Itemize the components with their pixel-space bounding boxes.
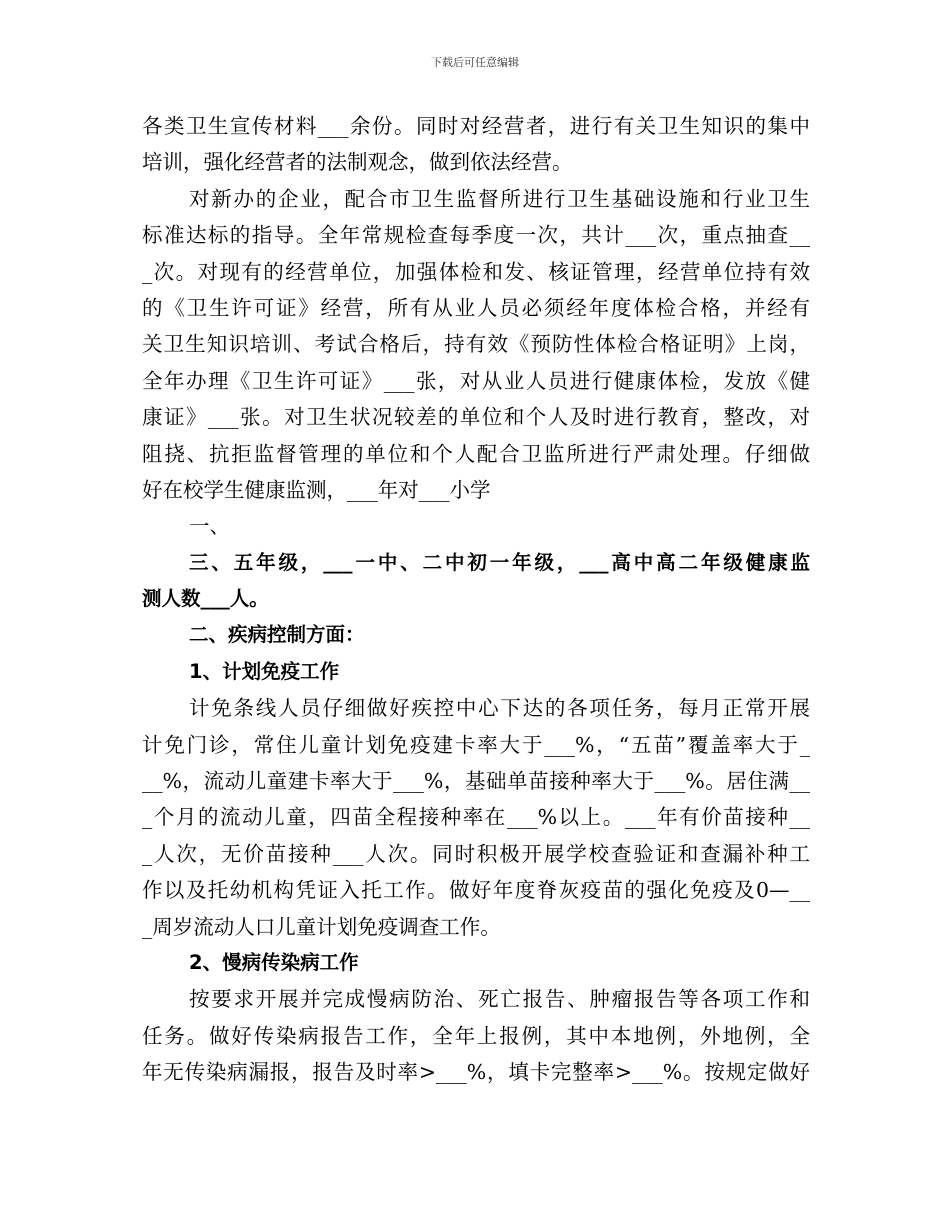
section-heading: 二、疾病控制方面： [189,623,365,647]
paragraph-line: 阻挠、抗拒监督管理的单位和个人配合卫监所进行严肃处理。仔细做 [142,441,810,466]
paragraph-line: __%，流动儿童建卡率大于___%，基础单苗接种率大于___%。居住满__ [142,769,810,794]
paragraph-line: _次。对现有的经营单位，加强体检和发、核证管理，经营单位持有效 [142,259,810,284]
paragraph-line: _个月的流动儿童，四苗全程接种率在___%以上。___年有价苗接种__ [142,805,810,830]
paragraph-line: 一、 [189,514,230,539]
paragraph-line: 计免条线人员仔细做好疾控中心下达的各项任务，每月正常开展 [189,696,810,721]
paragraph-line: 关卫生知识培训、考试合格后，持有效《预防性体检合格证明》上岗， [142,332,810,357]
page-header: 下载后可任意编辑 [431,56,519,69]
paragraph-line: 标准达标的指导。全年常规检查每季度一次，共计___次，重点抽查__ [142,223,810,248]
bold-line: 测人数___人。 [142,587,269,611]
subsection-heading: 1、计划免疫工作 [189,659,340,683]
paragraph-line: 计免门诊，常住儿童计划免疫建卡率大于___%，“五苗”覆盖率大于_ [142,732,810,757]
paragraph-line: 任务。做好传染病报告工作，全年上报例，其中本地例，外地例，全 [142,1023,810,1048]
paragraph-line: _人次，无价苗接种___人次。同时积极开展学校查验证和查漏补种工 [142,841,810,866]
paragraph-line: 对新办的企业，配合市卫生监督所进行卫生基础设施和行业卫生 [189,186,810,211]
paragraph-line: 的《卫生许可证》经营，所有从业人员必须经年度体检合格，并经有 [142,295,810,320]
subsection-heading: 2、慢病传染病工作 [189,950,359,974]
paragraph-line: 各类卫生宣传材料___余份。同时对经营者，进行有关卫生知识的集中 [142,114,810,138]
paragraph-line: 年无传染病漏报，报告及时率>___%，填卡完整率>___%。按规定做好 [142,1060,810,1085]
paragraph-line: 好在校学生健康监测，___年对___小学 [142,477,491,502]
paragraph-line: 作以及托幼机构凭证入托工作。做好年度脊灰疫苗的强化免疫及0—__ [142,878,810,903]
paragraph-line: 培训，强化经营者的法制观念，做到依法经营。 [142,150,573,175]
paragraph-line: 全年办理《卫生许可证》___张，对从业人员进行健康体检，发放《健 [142,368,810,393]
paragraph-line: 康证》___张。对卫生状况较差的单位和个人及时进行教育，整改，对 [142,405,810,430]
paragraph-line: _周岁流动人口儿童计划免疫调查工作。 [142,914,501,939]
bold-line: 三、五年级，___一中、二中初一年级，___高中高二年级健康监 [189,550,810,574]
paragraph-line: 按要求开展并完成慢病防治、死亡报告、肿瘤报告等各项工作和 [189,987,810,1012]
document-body [142,108,810,1091]
